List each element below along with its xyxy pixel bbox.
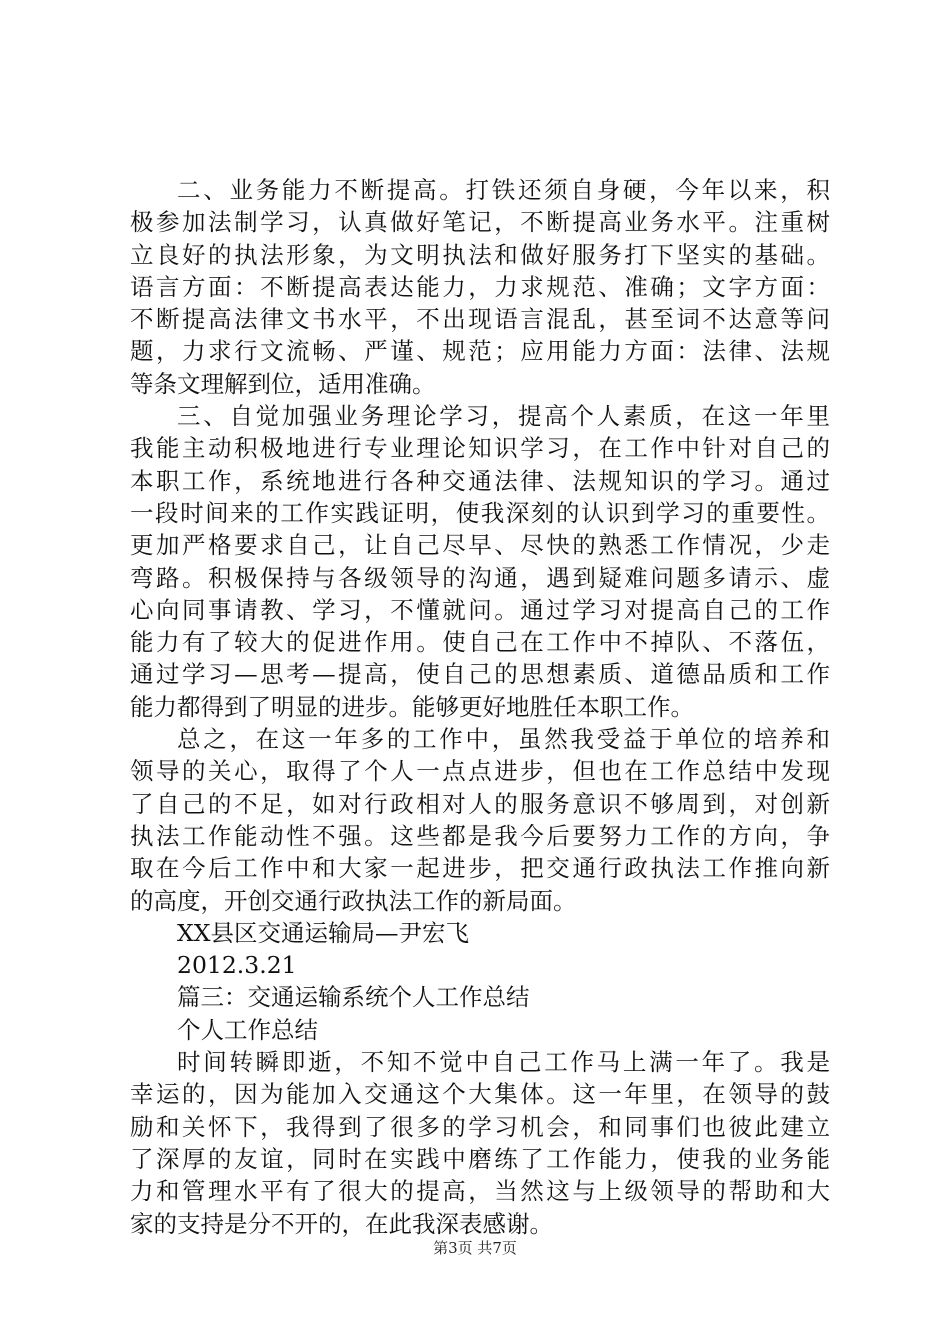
text-line: 二、业务能力不断提高。打铁还须自身硬，今年以来，积 bbox=[177, 176, 830, 204]
text-line: 立良好的执法形象，为文明执法和做好服务打下坚实的基础。 bbox=[130, 240, 830, 269]
text-line: 弯路。积极保持与各级领导的沟通，遇到疑难问题多请示、虚 bbox=[130, 563, 830, 592]
text-line: 能力都得到了明显的进步。能够更好地胜任本职工作。 bbox=[130, 692, 694, 721]
text-line: 能力有了较大的促进作用。使自己在工作中不掉队、不落伍， bbox=[130, 628, 830, 657]
document-body bbox=[130, 174, 830, 1240]
text-line: 总之，在这一年多的工作中，虽然我受益于单位的培养和 bbox=[177, 725, 830, 754]
text-line: 篇三：交通运输系统个人工作总结 bbox=[177, 983, 530, 1012]
text-line: 取在今后工作中和大家一起进步，把交通行政执法工作推向新 bbox=[130, 854, 830, 883]
text-line: 执法工作能动性不强。这些都是我今后要努力工作的方向，争 bbox=[130, 821, 830, 850]
text-line: 家的支持是分不开的，在此我深表感谢。 bbox=[130, 1209, 553, 1238]
text-line: 2012.3.21 bbox=[177, 951, 297, 980]
text-line: 通过学习—思考—提高，使自己的思想素质、道德品质和工作 bbox=[130, 660, 830, 689]
text-line: 语言方面：不断提高表达能力，力求规范、准确；文字方面： bbox=[130, 272, 830, 301]
text-line: 的高度，开创交通行政执法工作的新局面。 bbox=[130, 886, 577, 915]
text-line: 领导的关心，取得了个人一点点进步，但也在工作总结中发现 bbox=[130, 757, 830, 786]
text-line: 极参加法制学习，认真做好笔记，不断提高业务水平。注重树 bbox=[130, 208, 830, 237]
text-line: 一段时间来的工作实践证明，使我深刻的认识到学习的重要性。 bbox=[130, 498, 830, 527]
text-line: 更加严格要求自己，让自己尽早、尽快的熟悉工作情况，少走 bbox=[130, 531, 830, 560]
text-line: 个人工作总结 bbox=[177, 1015, 318, 1044]
text-line: 了深厚的友谊，同时在实践中磨练了工作能力，使我的业务能 bbox=[130, 1144, 830, 1173]
text-line: 幸运的，因为能加入交通这个大集体。这一年里，在领导的鼓 bbox=[130, 1080, 830, 1109]
page-footer: 第3页 共7页 bbox=[433, 1239, 517, 1257]
text-line: 三、自觉加强业务理论学习，提高个人素质，在这一年里 bbox=[177, 402, 830, 431]
text-line: 心向同事请教、学习，不懂就问。通过学习对提高自己的工作 bbox=[130, 595, 830, 624]
text-line: 题，力求行文流畅、严谨、规范；应用能力方面：法律、法规 bbox=[130, 337, 830, 366]
text-line: 了自己的不足，如对行政相对人的服务意识不够周到，对创新 bbox=[130, 789, 830, 818]
text-line: 等条文理解到位，适用准确。 bbox=[130, 369, 436, 398]
text-line: 本职工作，系统地进行各种交通法律、法规知识的学习。通过 bbox=[130, 466, 830, 495]
text-line: 不断提高法律文书水平，不出现语言混乱，甚至词不达意等问 bbox=[130, 305, 830, 334]
text-line: 励和关怀下，我得到了很多的学习机会，和同事们也彼此建立 bbox=[130, 1112, 830, 1141]
text-line: XX县区交通运输局—尹宏飞 bbox=[177, 918, 469, 947]
text-line: 我能主动积极地进行专业理论知识学习，在工作中针对自己的 bbox=[130, 434, 830, 463]
text-line: 力和管理水平有了很大的提高，当然这与上级领导的帮助和大 bbox=[130, 1177, 830, 1206]
text-line: 时间转瞬即逝，不知不觉中自己工作马上满一年了。我是 bbox=[177, 1048, 830, 1077]
